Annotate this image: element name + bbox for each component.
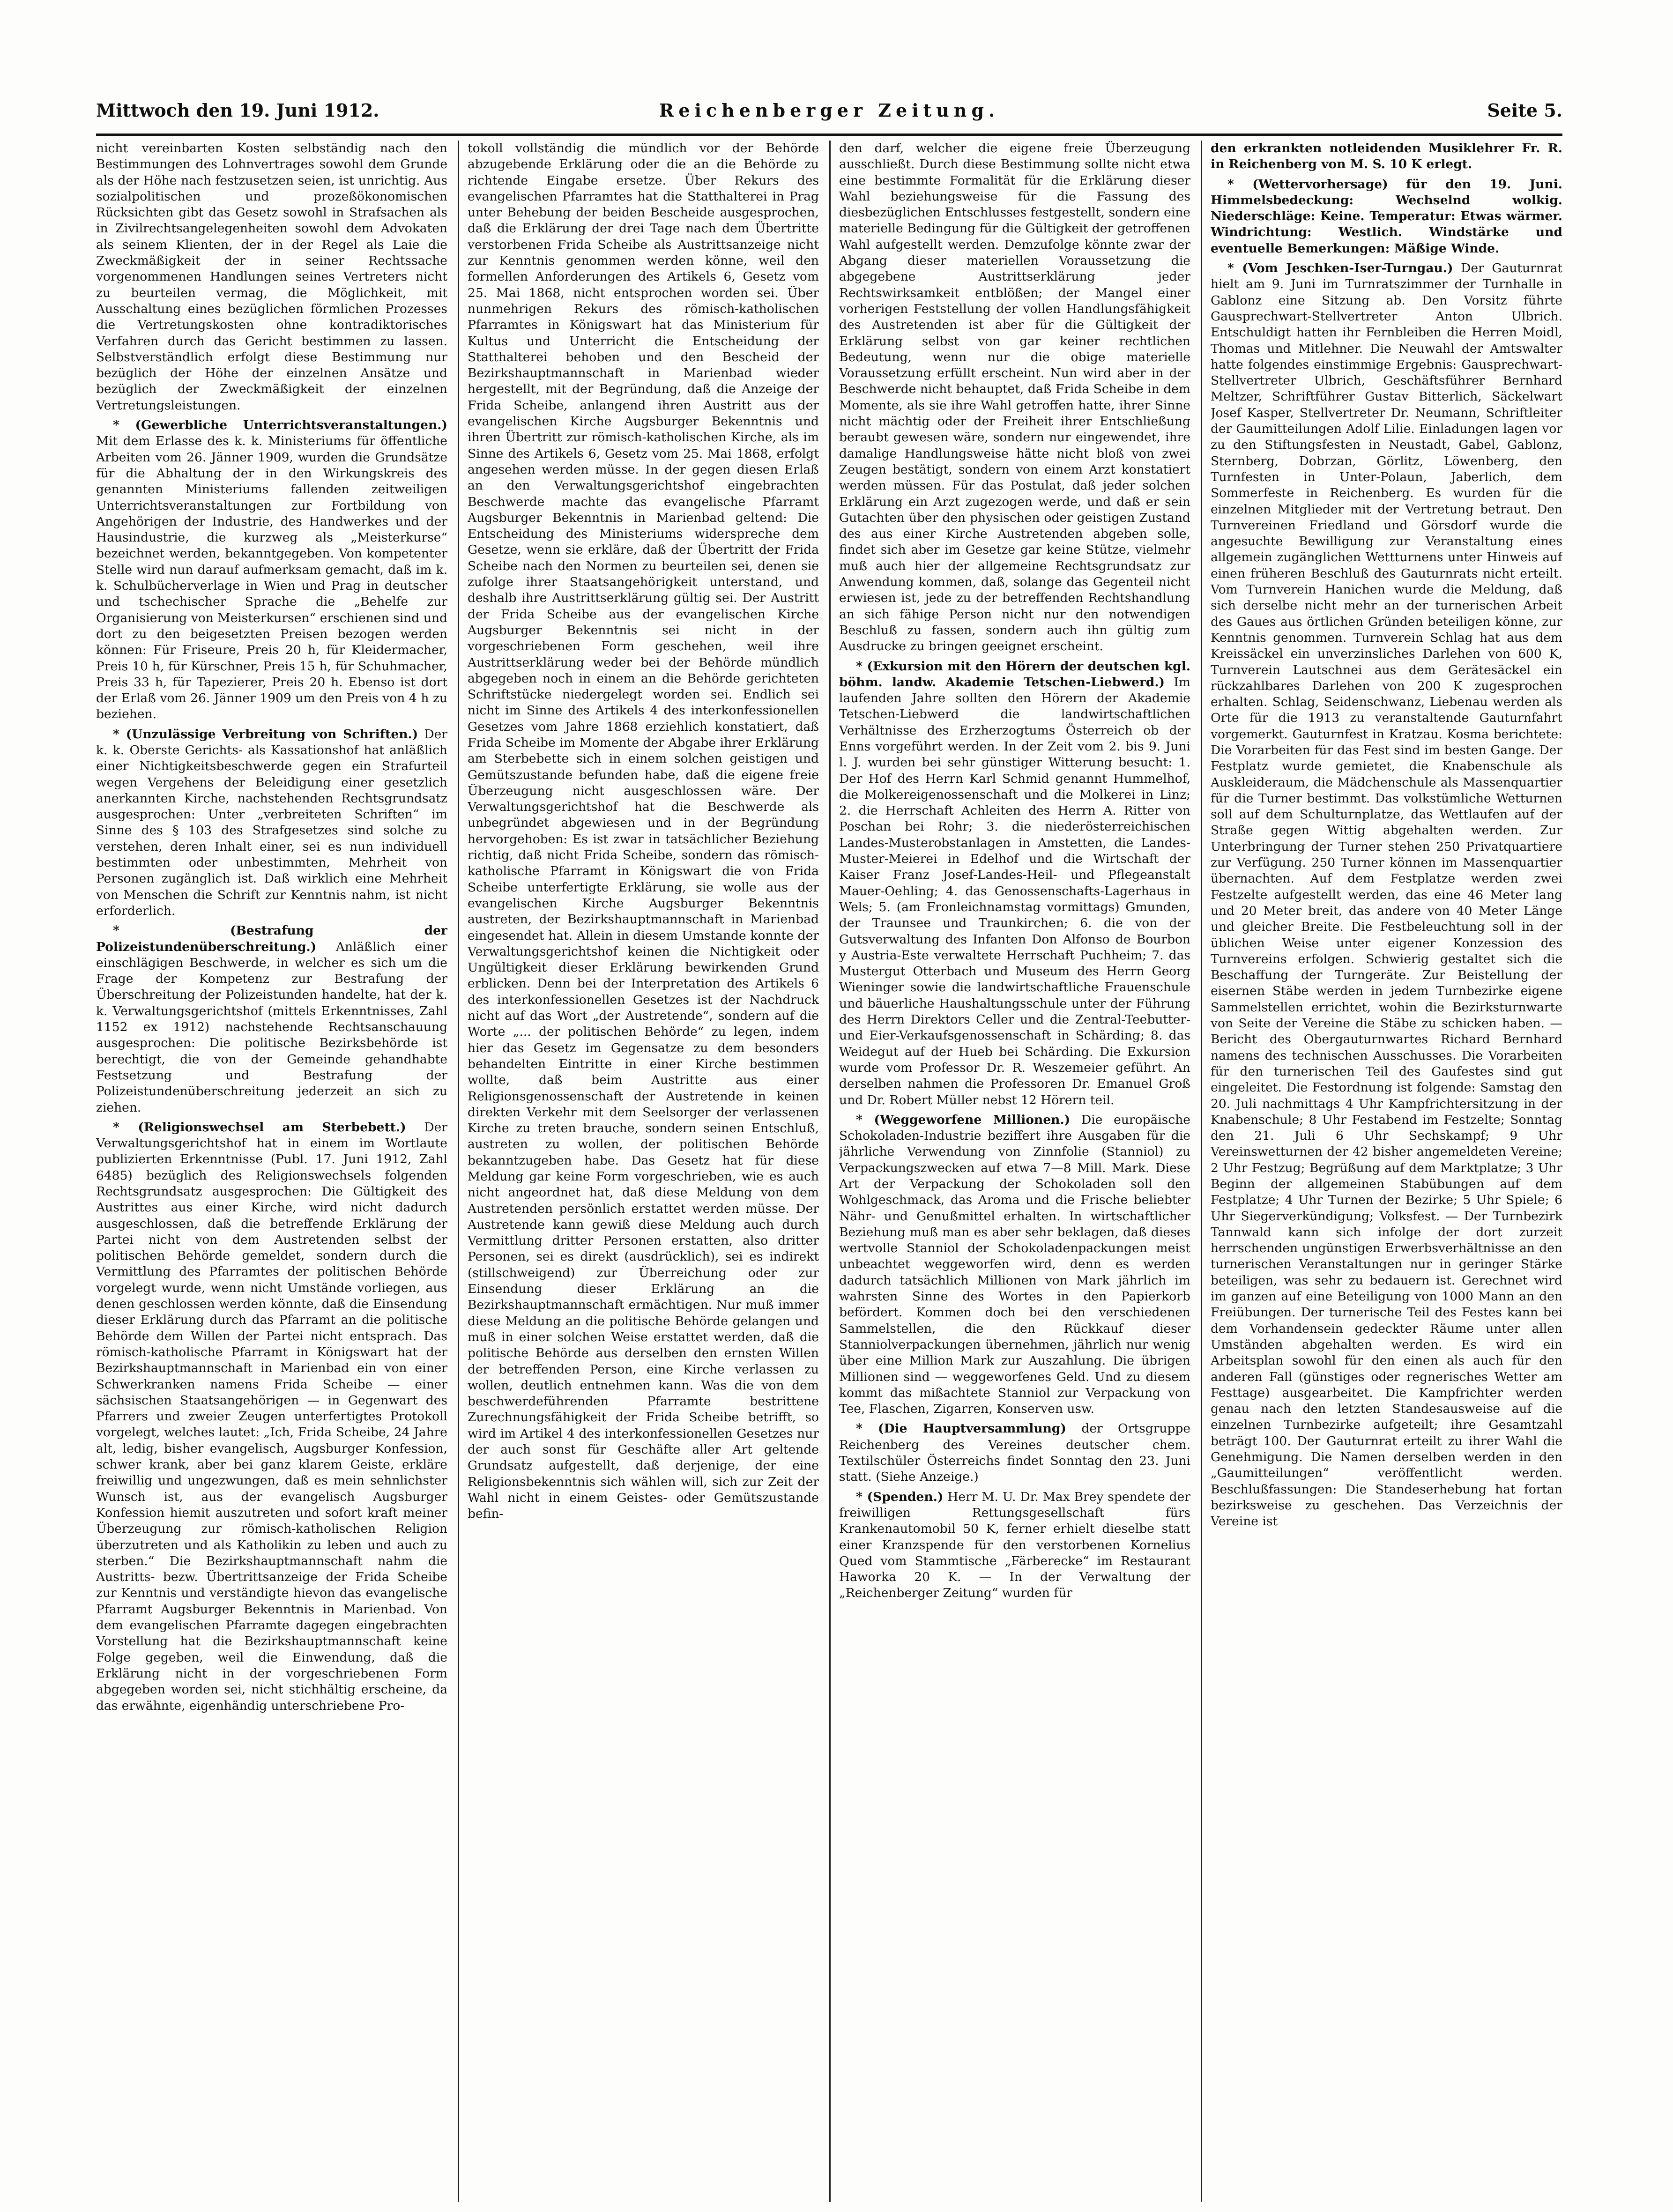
article-heading: * (Die Hauptversammlung) xyxy=(856,1421,1066,1436)
article-body: für den 19. Juni. Himmelsbedeckung: Wechselnd wolkig. Niederschläge: Keine. Temperatur: Etwas wärmer. Windrichtung: Westlich. Windstärke und eventuelle Bemerkungen: Mäßige Winde. xyxy=(1211,177,1562,256)
article-continuation: den erkrankten notleidenden Musiklehrer Fr. R. in Reichenberg von M. S. 10 K erlegt. xyxy=(1211,141,1562,172)
article-heading: * (Unzulässige Verbreitung von Schriften.) xyxy=(113,727,418,742)
column-rule xyxy=(458,141,459,2202)
article-heading: * (Exkursion mit den Hörern der deutschen kgl. böhm. landw. Akademie Tetschen-Liebwerd.) xyxy=(839,659,1190,690)
article-heading: * (Bestrafung der Polizeistundenüberschreitung.) xyxy=(96,923,447,954)
article-turngau xyxy=(1211,260,1562,1529)
page-number: Seite 5. xyxy=(1487,100,1562,121)
article-body: Der k. k. Oberste Gerichts- als Kassationshof hat anläßlich einer Nichtigkeitsbeschwerde gegen ein Strafurteil wegen Vergehens der Beleidigung einer gesetzlich anerkannten Kirche, nachstehenden Rechtsgrundsatz ausgesprochen: Unter „verbreiteten Schriften“ im Sinne des § 103 des Strafgesetzes sind solche zu verstehen, deren Inhalt einer, sei es nun individuell bestimmten oder unbestimmten, Mehrheit von Personen zugänglich ist. Daß wirklich eine Mehrheit von Menschen die Schrift zur Kenntnis nahm, ist nicht erforderlich. xyxy=(96,727,447,918)
article-millionen xyxy=(839,1112,1190,1418)
article-heading: * (Gewerbliche Unterrichtsveranstaltungen.) xyxy=(113,418,447,433)
article-heading: * (Wettervorhersage) xyxy=(1227,177,1388,192)
article-heading: * (Spenden.) xyxy=(856,1489,944,1504)
article-body: Der Verwaltungsgerichtshof hat in einem im Wortlaute publizierten Erkenntnisse (Publ. 17. Juni 1912, Zahl 6485) bezüglich des Religionswechsels folgenden Rechtsgrundsatz ausgesprochen: Die Gültigkeit des Austrittes aus einer Kirche, wird nicht dadurch ausgeschlossen, daß die betreffende Erklärung der Partei nicht von dem Austretenden selbst der politischen Behörde gemeldet, sondern durch die Vermittlung des Pfarramtes der politischen Behörde vorgelegt wurde, wenn nicht Umstände vorliegen, aus denen geschlossen werden könnte, daß die Einsendung dieser Erklärung durch das Pfarramt an die politische Behörde dem Willen der Partei nicht entsprach. Das römisch-katholische Pfarramt in Königswart hat der Bezirkshauptmannschaft in Marienbad ein von einer Schwerkranken namens Frida Scheibe — einer sächsischen Staatsangehörigen — in Gegenwart des Pfarrers und zweier Zeugen unterfertigtes Protokoll vorgelegt, welches lautet: „Ich, Frida Scheibe, 24 Jahre alt, ledig, bisher evangelisch, Augsburger Konfession, schwer krank, aber bei ganz klarem Geiste, erkläre freiwillig und ungezwungen, daß es mein sehnlichster Wunsch ist, aus der evangelisch Augsburger Konfession hiemit auszutreten und sofort kraft meiner Überzeugung zur römisch-katholischen Religion überzutreten und als Katholikin zu leben und auch zu sterben.“ Die Bezirkshauptmannschaft nahm die Austritts- bezw. Übertrittsanzeige der Frida Scheibe zur Kenntnis und verständigte hievon das evangelische Pfarramt Augsburger Bekenntnis in Marienbad. Von dem evangelischen Pfarramte dagegen eingebrachten Vorstellung hat die Bezirkshauptmannschaft keine Folge gegeben, weil die Einwendung, daß die Erklärung nicht in der vorgeschriebenen Form abgegeben worden sei, nicht stichhältig erscheine, da das erwähnte, eigenhändig unterschriebene Pro- xyxy=(96,1120,447,1713)
column-1 xyxy=(96,141,447,2202)
column-2 xyxy=(468,141,819,2202)
article-body: Im laufenden Jahre sollten den Hörern der Akademie Tetschen-Liebwerd die landwirtschaftlichen Verhältnisse des Erzherzogtums Österreich ob der Enns vorgeführt werden. In der Zeit vom 2. bis 9. Juni l. J. wurden bei sehr günstiger Witterung besucht: 1. Der Hof des Herrn Karl Schmid genannt Hummelhof, die Molkereigenossenschaft und die Molkerei in Linz; 2. die Herrschaft Achleiten des Herrn A. Ritter von Poschan bei Rohr; 3. die niederösterreichischen Landes-Musterobstanlagen in Amstetten, die Landes-Muster-Meierei in Edelhof und die Wirtschaft der Kaiser Franz Josef-Landes-Heil- und Pflegeanstalt Mauer-Oehling; 4. das Genossenschafts-Lagerhaus in Wels; 5. (am Fronleichnamstag vormittags) Gmunden, der Traunsee und Traunkirchen; 6. die von der Gutsverwaltung des Infanten Don Alfonso de Bourbon y Austria-Este verwaltete Herrschaft Puchheim; 7. das Mustergut Otterbach und Museum des Herrn Georg Wieninger sowie die landwirtschaftliche Frauenschule und bäuerliche Haushaltungsschule unter der Führung des Herrn Direktors Celler und die Zentral-Teebutter- und Eier-Verkaufsgenossenschaft in Schärding; 8. das Weidegut auf der Hueb bei Schärding. Die Exkursion wurde vom Professor Dr. R. Weszemeier geführt. An derselben nahmen die Professoren Dr. Emanuel Groß und Dr. Robert Müller nebst 12 Hörern teil. xyxy=(839,675,1190,1107)
article-verbreitung xyxy=(96,727,447,920)
article-polizeistunde xyxy=(96,923,447,1116)
article-body: Herr M. U. Dr. Max Brey spendete der freiwilligen Rettungsgesellschaft fürs Krankenautomobil 50 K, ferner erhielt dieselbe statt einer Kranzspende für den verstorbenen Kornelius Qued vom Stammtische „Färberecke“ im Restaurant Haworka 20 K. — In der Verwaltung der „Reichenberger Zeitung“ wurden für xyxy=(839,1489,1190,1601)
article-heading: * (Religionswechsel am Sterbebett.) xyxy=(113,1120,406,1135)
article-continuation: nicht vereinbarten Kosten selbständig nach den Bestimmungen des Lohnvertrages sowohl dem Grunde als der Höhe nach festzusetzen seien, ist unrichtig. Aus sozialpolitischen und prozeßökonomischen Rücksichten gibt das Gesetz sowohl in Strafsachen als in Zivilrechtsangelegenheiten sowohl dem Advokaten als seinem Klienten, der in der Regel als Laie die Zweckmäßigkeit der in seiner Rechtssache vorgenommenen Handlungen seines Vertreters nicht zu beurteilen vermag, die Möglichkeit, mit Ausschaltung eines bezüglichen förmlichen Prozesses die Vertretungskosten ohne kontradiktorisches Verfahren durch das Gericht bestimmen zu lassen. Selbstverständlich erfolgt diese Bestimmung nur bezüglich der Höhe der einzelnen Ansätze und bezüglich der Zweckmäßigkeit der einzelnen Vertretungsleistungen. xyxy=(96,141,447,413)
column-rule xyxy=(1201,141,1202,2202)
column-rule xyxy=(829,141,831,2202)
article-exkursion xyxy=(839,659,1190,1108)
article-body: der Ortsgruppe Reichenberg des Vereines deutscher chem. Textilschüler Österreichs findet Sonntag den 23. Juni statt. (Siehe Anzeige.) xyxy=(839,1421,1190,1485)
header-date: Mittwoch den 19. Juni 1912. xyxy=(96,100,379,121)
article-religionswechsel xyxy=(96,1120,447,1714)
article-body: Die europäische Schokoladen-Industrie beziffert ihre Ausgaben für die jährliche Verwendung von Zinnfolie (Stanniol) zu Verpackungszwecken auf etwa 7—8 Mill. Mark. Diese Art der Verpackung der Schokoladen soll den Wohlgeschmack, das Aroma und die Frische beliebter Nähr- und Genußmittel erhalten. In wirtschaftlicher Beziehung muß man es aber sehr beklagen, daß dieses wertvolle Stanniol der Schokoladenpackungen meist unbeachtet weggeworfen wird, denn es werden dadurch tatsächlich Millionen von Mark jährlich im wahrsten Sinne des Wortes in den Papierkorb befördert. Kommen doch bei den verschiedenen Sammelstellen, die den Rückkauf dieser Stanniolverpackungen übernehmen, jährlich nur wenig über eine Million Mark zur Auszahlung. Die übrigen Millionen sind — weggeworfenes Geld. Und zu diesem kommt das mißachtete Stanniol zur Verpackung von Tee, Flaschen, Zigarren, Konserven usw. xyxy=(839,1112,1190,1417)
article-gewerbliche xyxy=(96,417,447,723)
article-continuation: den darf, welcher die eigene freie Überzeugung ausschließt. Durch diese Bestimmung sollte nicht etwa eine bestimmte Formalität für die Erklärung dieser Wahl beziehungsweise für die Fassung des diesbezüglichen Entschlusses festgestellt, sondern eine materielle Bedingung für die Gültigkeit der getroffenen Wahl aufgestellt werden. Demzufolge könnte zwar der Abgang dieser materiellen Voraussetzung die abgegebene Austrittserklärung jeder Rechtswirksamkeit entblößen; der Mangel einer vorherigen Feststellung der vollen Handlungsfähigkeit des Austretenden ist aber für die Gültigkeit der Erklärung selbst von gar keiner rechtlichen Bedeutung, wenn nur die obige materielle Voraussetzung erfüllt erscheint. Nun wird aber in der Beschwerde nicht behauptet, daß Frida Scheibe in dem Momente, als sie ihre Wahl getroffen hatte, ihrer Sinne nicht mächtig oder der Freiheit ihrer Entschließung beraubt gewesen wäre, sondern nur eingewendet, ihre damalige Handlungsweise hätte nicht bloß von zwei Zeugen bestätigt, sondern von einem Arzt konstatiert werden müssen. Für das Postulat, daß jeder solchen Erklärung ein Arzt zugezogen werde, und daß er sein Gutachten über den physischen oder geistigen Zustand des aus einer Kirche Austretenden abgeben solle, findet sich aber im Gesetze gar keine Stütze, vielmehr muß auch hier der allgemeine Rechtsgrundsatz zur Anwendung kommen, daß, solange das Gegenteil nicht erwiesen ist, jede zu der betreffenden Rechtshandlung an sich fähige Person nicht nur den notwendigen Beschluß zu fassen, sondern auch ihn gültig zum Ausdrucke zu bringen geeignet erscheint. xyxy=(839,141,1190,654)
article-body: Der Gauturnrat hielt am 9. Juni im Turnratszimmer der Turnhalle in Gablonz eine Sitzung ab. Den Vorsitz führte Gausprechwart-Stellvertreter Anton Ulbrich. Entschuldigt hatten ihr Fernbleiben die Herren Moidl, Thomas und Mitlehner. Die Neuwahl der Amtswalter hatte folgendes einstimmige Ergebnis: Gausprechwart-Stellvertreter Ulbrich, Geschäftsführer Bernhard Meltzer, Schriftführer Gustav Bitterlich, Säckelwart Josef Kasper, Stellvertreter Dr. Neumann, Schriftleiter der Gaumitteilungen Adolf Lilie. Einladungen lagen vor zu den Stiftungsfesten in Neustadt, Gabel, Gablonz, Sternberg, Dobrzan, Görlitz, Löwenberg, den Turnfesten in Unter-Polaun, Jaberlich, dem Sommerfeste in Reichenberg. Es wurden für die einzelnen Mitglieder mit der Vertretung betraut. Den Turnvereinen Friedland und Görsdorf wurde die angesuchte Bewilligung zur Veranstaltung eines allgemein zugänglichen Wettturnens unter Hinweis auf einen früheren Beschluß des Gauturnrats nicht erteilt. Vom Turnverein Hanichen wurde die Meldung, daß sich derselbe nicht mehr an der turnerischen Arbeit des Gaues aus örtlichen Gründen beteiligen könne, zur Kenntnis genommen. Turnverein Schlag hat aus dem Kreissäckel ein unverzinsliches Darlehen von 600 K, Turnverein Lautschnei aus dem Gerätesäckel ein rückzahlbares Darlehen von 200 K zugesprochen erhalten. Schlag, Seidenschwanz, Liebenau werden als Orte für die 1913 zu veranstaltende Gauturnfahrt vorgemerkt. Gauturnfest in Kratzau. Kosma berichtete: Die Vorarbeiten für das Fest sind im besten Gange. Der Festplatz wurde gemietet, die Knabenschule als Auskleideraum, die Mädchenschule als Massenquartier für die Turner bestimmt. Das volkstümliche Wetturnen soll auf dem Schulturnplatze, das Wettlaufen auf der Straße gegen Wittig abgehalten werden. Zur Unterbringung der Turner stehen 250 Privatquartiere zur Verfügung. 250 Turner können im Massenquartier übernachten. Auf dem Festplatze werden zwei Festzelte aufgestellt werden, das eine 46 Meter lang und 20 Meter breit, das andere von 40 Meter Länge und gleicher Breite. Die Festbeleuchtung soll in der üblichen Weise unter eigener Konzession des Turnvereins erfolgen. Schwierig gestaltet sich die Beschaffung der Turngeräte. Zur Beistellung der eisernen Stäbe werden in jedem Turnbezirke eigene Sammelstellen errichtet, wohin die Bezirksturnwarte von Seite der Vereine die Stäbe zu schicken haben. — Bericht des Obergauturnwartes Richard Bernhard namens des technischen Ausschusses. Die Vorarbeiten für den turnerischen Teil des Gaufestes sind gut eingeleitet. Die Festordnung ist folgende: Samstag den 20. Juli nachmittags 4 Uhr Kampfrichtersitzung in der Knabenschule; 8 Uhr Festabend im Festzelte; Sonntag den 21. Juli 6 Uhr Sechskampf; 9 Uhr Vereinswetturnen der 42 bisher angemeldeten Vereine; 2 Uhr Festzug; Begrüßung auf dem Marktplatze; 3 Uhr Beginn der allgemeinen Stabübungen auf dem Festplatze; 4 Uhr Turnen der Bezirke; 5 Uhr Spiele; 6 Uhr Siegerverkündigung; Volksfest. — Der Turnbezirk Tannwald kann sich infolge der dort zurzeit herrschenden ungünstigen Erwerbsverhältnisse an den turnerischen Veranstaltungen nur in geringer Stärke beteiligen, was sehr zu bedauern ist. Gerechnet wird im ganzen auf eine Beteiligung von 1000 Mann an den Freiübungen. Der turnerische Teil des Festes kann bei dem Vorhandensein gedeckter Räume unter allen Umständen abgehalten werden. Es wird ein Arbeitsplan sowohl für den einen als auch für den anderen Fall (günstiges oder regnerisches Wetter am Festtage) ausgearbeitet. Die Kampfrichter werden genau nach den letzten Standesausweise auf die einzelnen Turnbezirke aufgeteilt; ihre Gesamtzahl beträgt 100. Der Gauturnrat erteilt zu ihrer Wahl die Genehmigung. Die Namen derselben werden in den „Gaumitteilungen“ veröffentlicht werden. Beschlußfassungen: Die Standeserhebung hat fortan bezirksweise zu geschehen. Das Verzeichnis der Vereine ist xyxy=(1211,261,1562,1529)
page-header xyxy=(96,96,1562,136)
article-heading: * (Vom Jeschken-Iser-Turngau.) xyxy=(1227,261,1453,276)
article-wetter xyxy=(1211,177,1562,257)
article-body: Anläßlich einer einschlägigen Beschwerde, in welcher es sich um die Frage der Kompetenz zur Bestrafung der Überschreitung der Polizeistunden handelte, hat der k. k. Verwaltungsgerichtshof (mittels Erkenntnisses, Zahl 1152 ex 1912) nachstehende Rechtsanschauung ausgesprochen: Die politische Bezirksbehörde ist berechtigt, die von der Gemeinde gehandhabte Festsetzung und Bestrafung der Polizeistundenüberschreitung jederzeit an sich zu ziehen. xyxy=(96,939,447,1115)
article-hauptversammlung xyxy=(839,1421,1190,1485)
newspaper-title: Reichenberger Zeitung. xyxy=(659,100,1000,121)
article-continuation: tokoll vollständig die mündlich vor der Behörde abzugebende Erklärung oder die an die Behörde zu richtende Eingabe ersetze. Über Rekurs des evangelischen Pfarramtes hat die Statthalterei in Prag unter Behebung der beiden Bescheide ausgesprochen, daß die Erklärung der drei Tage nach dem Übertritte verstorbenen Frida Scheibe als Austrittsanzeige nicht zur Kenntnis genommen werden könne, weil den formellen Anforderungen des Artikels 6, Gesetz vom 25. Mai 1868, nicht entsprochen worden sei. Über nunmehrigen Rekurs des römisch-katholischen Pfarramtes in Königswart hat das Ministerium für Kultus und Unterricht die Entscheidung der Statthalterei behoben und den Bescheid der Bezirkshauptmannschaft in Marienbad wieder hergestellt, mit der Begründung, daß die Anzeige der Frida Scheibe, anlangend ihren Austritt aus der evangelischen Kirche Augsburger Bekenntnis und ihren Übertritt zur römisch-katholischen Kirche, als im Sinne des Artikels 6, Gesetz vom 25. Mai 1868, erfolgt angesehen werden müsse. In der gegen diesen Erlaß an den Verwaltungsgerichtshof eingebrachten Beschwerde machte das evangelische Pfarramt Augsburger Bekenntnis in Marienbad geltend: Die Entscheidung des Ministeriums widerspreche dem Gesetze, wenn sie erkläre, daß der Übertritt der Frida Scheibe nach den Normen zu beurteilen sei, denen sie zufolge ihrer Staatsangehörigkeit unterstand, und deshalb ihre Austrittserklärung gültig sei. Der Austritt der Frida Scheibe aus der evangelischen Kirche Augsburger Bekenntnis sei nicht in der vorgeschriebenen Form geschehen, weil ihre Austrittserklärung weder bei der Behörde mündlich abgegeben noch in einem an die Behörde gerichteten Schriftstücke niedergelegt worden sei. Endlich sei nicht im Sinne des Artikels 4 des interkonfessionellen Gesetzes vom Jahre 1868 erziehlich konstatiert, daß Frida Scheibe im Momente der Abgabe ihrer Erklärung am Sterbebette sich in einem solchen geistigen und Gemütszustande befunden habe, daß die eigene freie Überzeugung nicht ausgeschlossen wäre. Der Verwaltungsgerichtshof hat die Beschwerde als unbegründet abgewiesen und in der Begründung hervorgehoben: Es ist zwar in tatsächlicher Beziehung richtig, daß nicht Frida Scheibe, sondern das römisch-katholische Pfarramt in Königswart die von Frida Scheibe unterfertigte Erklärung, sie wolle aus der evangelischen Kirche Augsburger Bekenntnis austreten, der Bezirkshauptmannschaft in Marienbad eingesendet hat. Allein in diesem Umstande konnte der Verwaltungsgerichtshof keinen die Nichtigkeit oder Ungültigkeit dieser Erklärung bewirkenden Grund erblicken. Denn bei der Interpretation des Artikels 6 des interkonfessionellen Gesetzes ist der Nachdruck nicht auf das Wort „der Austretende“, sondern auf die Worte „... der politischen Behörde“ zu legen, indem hier das Gesetz im Gegensatze zu dem besonders behandelten Eintritte in einer Kirche bestimmen wollte, daß beim Austritte aus einer Religionsgenossenschaft der Austretende in keinen direkten Verkehr mit dem Seelsorger der verlassenen Kirche zu treten brauche, sondern seinen Entschluß, austreten zu wollen, der politischen Behörde bekanntzugeben habe. Das Gesetz hat für diese Meldung gar keine Form vorgeschrieben, wie es auch nicht angeordnet hat, daß diese Meldung von dem Austretenden persönlich erstattet werden müsse. Der Austretende kann gewiß diese Meldung auch durch Vermittlung dritter Personen erstatten, also dritter Personen, sei es direkt (ausdrücklich), sei es indirekt (stillschweigend) zur Überreichung oder zur Einsendung dieser Erklärung an die Bezirkshauptmannschaft ermächtigen. Nur muß immer diese Meldung an die politische Behörde gelangen und muß in einer solchen Weise erstattet werden, daß die politische Behörde aus derselben den ernsten Willen der betreffenden Person, eine Kirche verlassen zu wollen, deutlich entnehmen kann. Was die von dem beschwerdeführenden Pfarramte bestrittene Zurechnungsfähigkeit der Frida Scheibe betrifft, so wird im Artikel 4 des interkonfessionellen Gesetzes nur der auch sonst für Geschäfte aller Art geltende Grundsatz aufgestellt, daß derjenige, der eine Religionsbekenntnis sich wählen will, sich zur Zeit der Wahl nicht in einem Geistes- oder Gemütszustande befin- xyxy=(468,141,819,1522)
column-4 xyxy=(1211,141,1562,2202)
article-spenden xyxy=(839,1489,1190,1602)
article-body: Mit dem Erlasse des k. k. Ministeriums für öffentliche Arbeiten vom 26. Jänner 1909, wurden die Grundsätze für die Abhaltung der in den Wirkungskreis des genannten Ministeriums fallenden zeitweiligen Unterrichtsveranstaltungen zur Fortbildung von Angehörigen der Industrie, des Handwerkes und der Hausindustrie, die kurzweg als „Meisterkurse“ bezeichnet werden, bekanntgegeben. Von kompetenter Stelle wird nun darauf aufmerksam gemacht, daß im k. k. Schulbücherverlage in Wien und Prag in deutscher und tschechischer Sprache die „Behelfe zur Organisierung von Meisterkursen“ erschienen sind und dort zu den beigesetzten Preisen bezogen werden können: Für Friseure, Preis 20 h, für Kleidermacher, Preis 10 h, für Kürschner, Preis 15 h, für Schuhmacher, Preis 33 h, für Tapezierer, Preis 20 h. Ebenso ist dort der Erlaß vom 26. Jänner 1909 um den Preis von 4 h zu beziehen. xyxy=(96,434,447,722)
column-3 xyxy=(839,141,1190,2202)
article-heading: * (Weggeworfene Millionen.) xyxy=(856,1112,1071,1127)
